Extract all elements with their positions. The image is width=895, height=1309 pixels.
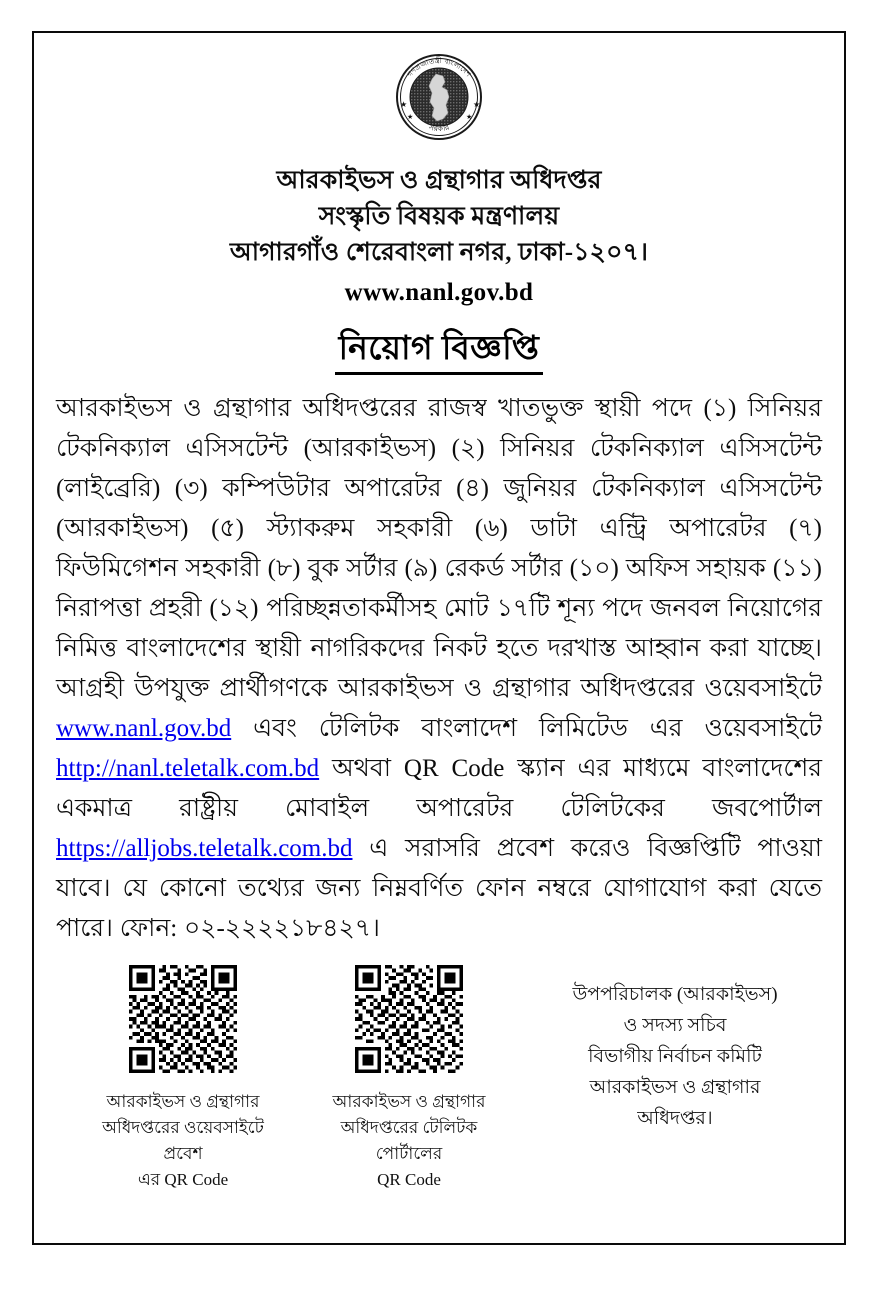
notice-page: [32, 31, 846, 1245]
ministry-line: সংস্কৃতি বিষয়ক মন্ত্রণালয়: [318, 203, 560, 230]
caption-line-1: আরকাইভস ও গ্রন্থাগার: [106, 1092, 260, 1111]
notice-body: [56, 389, 822, 949]
teletalk-nanl-link[interactable]: http://nanl.teletalk.com.bd: [56, 755, 320, 782]
body-part-1: আরকাইভস ও গ্রন্থাগার অধিদপ্তরের রাজস্ব খাতভুক্ত স্থায়ী পদে (১) সিনিয়র টেকনিক্যাল এসিসটেন্ট (আরকাইভস) (২) সিনিয়র টেকনিক্যাল এসিসটেন্ট (লাইব্রেরি) (৩) কম্পিউটার অপারেটর (৪) জুনিয়র টেকনিক্যাল এসিসটেন্ট (আরকাইভস) (৫) স্ট্যাকরুম সহকারী (৬) ডাটা এন্ট্রি অপারেটর (৭) ফিউমিগেশন সহকারী (৮) বুক সর্টার (৯) রেকর্ড সর্টার (১০) অফিস সহায়ক (১১) নিরাপত্তা প্রহরী (১২) পরিচ্ছন্নতাকর্মীসহ মোট ১৭টি শূন্য পদে জনবল নিয়োগের নিমিত্ত বাংলাদেশের স্থায়ী নাগরিকদের নিকট হতে দরখাস্ত আহ্বান করা যাচ্ছে। আগ্রহী উপযুক্ত প্রার্থীগণকে আরকাইভস ও গ্রন্থাগার অধিদপ্তরের ওয়েবসাইটে: [56, 395, 822, 702]
signature-block: [528, 965, 822, 1134]
teletalk-qr-caption: [320, 1089, 498, 1193]
bangladesh-government-emblem-icon: [387, 45, 491, 149]
svg-text:★: ★: [407, 113, 414, 121]
website-qr-caption: [94, 1089, 272, 1193]
page-title: নিয়োগ বিজ্ঞপ্তি: [335, 329, 544, 375]
svg-text:★: ★: [400, 100, 408, 109]
signatory-role: ও সদস্য সচিব: [623, 1015, 727, 1036]
organization-header: [56, 163, 822, 313]
svg-text:★: ★: [473, 100, 481, 109]
caption-line-3: QR Code: [377, 1170, 441, 1189]
page-inner: [34, 33, 844, 1193]
org-name-line: আরকাইভস ও গ্রন্থাগার অধিদপ্তর: [276, 167, 602, 194]
body-part-2: এবং টেলিটক বাংলাদেশ লিমিটেড এর ওয়েবসাইটে: [231, 715, 822, 742]
signatory-committee: বিভাগীয় নির্বাচন কমিটি: [588, 1046, 762, 1067]
emblem-container: [56, 45, 822, 149]
caption-line-3: এর QR Code: [137, 1170, 229, 1189]
svg-text:★: ★: [466, 113, 473, 121]
qr-block-website: [94, 965, 272, 1193]
nanl-website-link[interactable]: www.nanl.gov.bd: [56, 715, 232, 742]
org-website: www.nanl.gov.bd: [344, 279, 534, 306]
footer-area: [56, 965, 822, 1193]
caption-line-2: অধিদপ্তরের টেলিটক পোর্টালের: [340, 1118, 478, 1163]
caption-line-2: অধিদপ্তরের ওয়েবসাইটে প্রবেশ: [102, 1118, 264, 1163]
svg-text:সরকার: সরকার: [427, 122, 451, 134]
address-line: আগারগাঁও শেরেবাংলা নগর, ঢাকা-১২০৭।: [229, 239, 649, 266]
website-qr-icon[interactable]: [129, 965, 237, 1073]
title-container: [56, 329, 822, 375]
qr-block-teletalk: [320, 965, 498, 1193]
body-part-3: অথবা QR Code স্ক্যান এর মাধ্যমে বাংলাদেশের একমাত্র রাষ্ট্রীয় মোবাইল অপারেটর টেলিটকের জবপোর্টাল: [56, 755, 822, 822]
teletalk-portal-qr-icon[interactable]: [355, 965, 463, 1073]
signatory-designation: উপপরিচালক (আরকাইভস): [572, 984, 778, 1005]
caption-line-1: আরকাইভস ও গ্রন্থাগার: [332, 1092, 486, 1111]
svg-text:গণপ্রজাতন্ত্রী বাংলাদেশ: গণপ্রজাতন্ত্রী বাংলাদেশ: [405, 56, 473, 79]
signatory-dept: অধিদপ্তর।: [637, 1108, 713, 1129]
body-part-4: এ সরাসরি প্রবেশ করেও বিজ্ঞপ্তিটি পাওয়া যাবে। যে কোনো তথ্যের জন্য নিম্নবর্ণিত ফোন নম্বরে যোগাযোগ করা যেতে পারে। ফোন: ০২-২২২২১৮৪২৭।: [56, 835, 822, 942]
alljobs-teletalk-link[interactable]: https://alljobs.teletalk.com.bd: [56, 835, 353, 862]
signatory-org: আরকাইভস ও গ্রন্থাগার: [589, 1077, 761, 1098]
